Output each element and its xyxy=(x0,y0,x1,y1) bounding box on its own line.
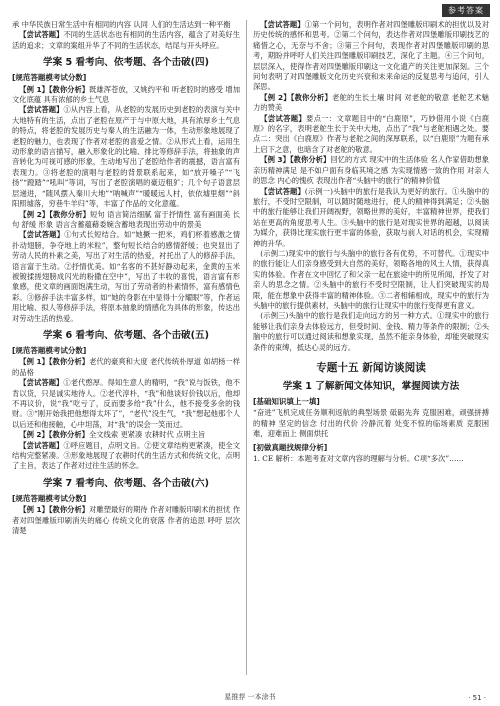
answer-paragraph xyxy=(12,441,240,472)
answer-paragraph xyxy=(12,105,240,209)
paragraph-tag: 【例 1】【教你分析】 xyxy=(19,357,90,367)
paragraph-tag: 【尝试答题】 xyxy=(19,230,65,240)
paragraph-tag: 【尝试答题】 xyxy=(260,186,305,196)
paragraph-text: “奋进”飞机完成任务顺利返航的典型场景 砥砺先奔 克服困难，顽强拼搏的精神 坚定的信念 付出的代价 冷静沉着 处变不惊的临场素质 克服困难，迎难而上 侧面烘托 xyxy=(253,408,489,439)
paragraph-tag: 【尝试答题】 xyxy=(260,113,307,123)
paragraph-tag: 【尝试答题】 xyxy=(19,105,64,115)
paragraph-tag: 【例 2】【教你分析】 xyxy=(260,92,332,102)
right-column xyxy=(253,20,489,464)
paragraph-text: 对雕塑最好的期待 作者对雕版印刷术的担忧 作者对四堡雕版印刷消失的痛心 传统文化的衰落 作者的追思 呼吁 层次清楚 xyxy=(12,505,241,536)
section-tab: 参考答案 xyxy=(442,4,490,17)
paragraph-tag: 【例 2】【教你分析】 xyxy=(19,209,90,219)
answer-paragraph xyxy=(253,114,489,156)
column-divider xyxy=(246,20,247,675)
paragraph-text: 回忆的方式 现实中的生活体验 名人作家借助想象 亲历精神满足 是不如户面有身临其境之感 为实现情感一致的作用 对亲人的思念 内心的愧疚 表现出作者“头脑中的旅行”的精神价值 xyxy=(253,155,490,186)
answer-paragraph xyxy=(12,505,240,536)
answer-paragraph xyxy=(12,357,240,378)
section-heading: [初做真题找规律分析] xyxy=(253,442,328,452)
paragraph-text: ①呼应题目，点明文旨。②使文章结构更紧凑，使全文结构完整紧凑。③形象地展现了农耕时代的生活方式和传统文化，点明了主旨，表达了作者对过往生活的怀念。 xyxy=(12,440,241,471)
paragraph-text: ①从内容上看，从老腔的发展历史到老腔的表演与关中大地特有的生活，点出了老腔在原产于与中原大地，具有浓厚乡土气息的特点，将老腔的发展历史与秦人的生活融为一体，生动形象地展现了老腔的魅力，也表现了作者对老腔的喜爱之情。②从形式上看，运用生动形象的语言描写，融入形象化的比喻、排比等修辞手法，将抽象的声音转化为可视可感的形象，生动地写出了老腔给作者的震撼，语言富有表现力。③将老腔的演唱与老腔的背景联系起来，如“放开嗓子”“飞扬”“蹬踏”“吼叫”等词，写出了老腔演唱的豪迈粗犷；几个句子语意层层递进，“随风摆入秦川大地”“呐喊声”“暖暖远人村，依依墟里烟”“斜阳照墟落，穷巷牛羊归”等，丰富了作品的文化意蕴。 xyxy=(12,105,241,209)
answer-paragraph xyxy=(12,230,240,324)
paragraph-text: ①句式长短结合。如“她撅一把米，鸡们杯着感激之情扑动翅膀，争夺地上的米粒”，整句短长结合的感情舒缓；也突显出了劳动人民的朴素之美，写出了对生活的热爱，衬托出了人的修辞手法，语言富于生动。②抒情优美。如“名客的不甚好静动起来，金黄的玉米被镀揉搓翅膀成闪光的粉撒在空中”，写出了丰收的喜悦，语言富有形象感，使文章的画面饱满生动，写出了劳动者的朴素情怀，富有感情色彩。③修辞手法丰富多样，如“她的身影在中显得十分耀眼”等，作者运用比喻、拟人等修辞手法，将原本抽象的情感化为具体的形象，传达出对劳动生活的热爱。 xyxy=(12,230,240,323)
footer-brand: 星推荐 一本涂书 xyxy=(224,693,276,701)
answer-paragraph xyxy=(253,187,489,249)
answer-paragraph xyxy=(253,454,489,464)
answer-paragraph xyxy=(12,30,240,51)
lesson-title: 学案 1 了解新闻文体知识，掌握阅读方法 xyxy=(282,381,460,392)
paragraph-text: 既雄浑苍放，又姚约平和 听老腔时的感受 增加文化底蕴 具有浓郁的乡土气息 xyxy=(12,84,241,105)
lesson-title: 学案 6 看考向、依考题、各个击破(五) xyxy=(42,329,210,341)
answer-paragraph xyxy=(253,20,489,93)
paragraph-text: 要点一：文章题目中的“白鹿原”，巧妙借用小说《白鹿原》的名字，表明老舵生长于关中大地，点出了“我”与老舵相遇之处。要点二：突出《白鹿原》作者与老舵之间的深厚联系，以“白鹿原”为题有承上启下之意，也暗含了对老舵的敬意。 xyxy=(253,113,490,154)
answer-paragraph xyxy=(12,378,240,430)
paragraph-tag: 【尝试答题】 xyxy=(19,440,64,450)
answer-paragraph xyxy=(253,249,489,311)
paragraph-text: (示例三)头脑中的旅行是我们走向远方的另一种方式。①现实中的旅行能够让我们亲身去体验远方，但受时间、金钱、精力等条件的限制；②头脑中的旅行可以通过阅读和想象实现，虽然不能亲身体验，却能突破现实条件的束缚，抵达心灵的远方。 xyxy=(253,311,489,352)
paragraph-tag: 【尝试答题】 xyxy=(19,378,64,388)
paragraph-text: 不同的生活状态也有相同的生活内容，蕴含了对美好生活的追求；文章的案组升华了不同的生活状态，结尾与开头呼应。 xyxy=(12,30,241,50)
paragraph-text: 老代的豪爽和大度 老代传统朴厚道 如胡杨一样的品格 xyxy=(12,357,241,377)
paragraph-tag: 【例 1】【教你分析】 xyxy=(19,505,90,515)
answer-paragraph xyxy=(253,93,489,114)
paragraph-tag: 【例 3】【教你分析】 xyxy=(260,155,331,165)
answer-paragraph xyxy=(253,155,489,186)
topic-title: 专题十五 新闻访谈阅读 xyxy=(316,362,426,374)
answer-paragraph xyxy=(253,311,489,353)
paragraph-text: 短句 语言简洁细腻 富于抒情性 富有画面美 长句 舒缓 形象 语言含蓄蕴藉委婉含蓄地表现出劳动中的景美 xyxy=(12,209,240,229)
paragraph-text: (示例二)现实中的旅行与头脑中的旅行各有优势，不可替代。①现实中的旅行能让人们亲身感受到大自然的美好，领略各地的风土人情，获得真实的体验。作者在文中回忆了和父亲一起在旅途中的所见所闻，抒发了对亲人的思念之情。②头脑中的旅行不受时空限制，让人们突破现实的局限，能在想象中获得丰富的精神体验。③二者相辅相成，现实中的旅行为头脑中的旅行提供素材，头脑中的旅行让现实中的旅行变得更有意义。 xyxy=(253,248,489,310)
answer-paragraph xyxy=(253,408,489,439)
left-column xyxy=(12,20,240,536)
section-heading: [规范答题模考试分数] xyxy=(12,493,87,503)
answer-paragraph xyxy=(12,20,240,30)
paragraph-text: 全文线索 更紧凑 农耕时代 点明主旨 xyxy=(88,430,206,440)
answer-paragraph xyxy=(12,85,240,106)
paragraph-text: 承 中华民族日常生活中有相同的内容 认同 人们的生活达到一种平衡 xyxy=(12,20,231,29)
paragraph-tag: 【例 1】【教你分析】 xyxy=(19,84,90,94)
section-heading: [规范答题模考试分数] xyxy=(12,73,87,83)
section-heading: [规范答题模考试分数] xyxy=(12,345,87,355)
paragraph-text: ①第一个问句，表明作者对四堡雕版印刷术的担忧以及对历史传统的感怀和思考。②第二个问句，表达作者对四堡雕版印刷技艺的痛惜之心，无奈与不舍；③第三个问句，表现作者对四堡雕版印刷的思考，期盼并呼吁人们关注四堡雕版印刷技艺，深化了主题。④三个问句，层层深入，使得作者对四堡雕版印刷这一文化遗产的关注更加深刻。三个问句表明了对四堡雕版文化历史兴衰和未来命运的反复思考与追问，引人深思。 xyxy=(253,20,489,92)
lesson-title: 学案 7 看考向、依考题、各个击破(六) xyxy=(42,477,210,489)
answer-paragraph xyxy=(12,210,240,231)
paragraph-text: (示例一)头脑中的旅行是我认为更好的旅行。①头脑中的旅行，不受时空限制，可以随时随地进行，使人的精神得到满足；②头脑中的旅行能够让我们开阔视野，领略世界的美好，丰富精神世界，使我们站在更高的角度思考人生。③头脑中的旅行是对现实世界的超越，以阅读为媒介，获得比现实旅行更丰富的体验，获取与前人对话的机会，实现精神的升华。 xyxy=(253,186,489,248)
paragraph-text: 1. CE 解析：本题考查对文章内容的理解与分析。C项“多次”…… xyxy=(253,454,464,464)
paragraph-text: 老舵的生长土壤 时间 对老舵的敬意 老舵艺术魅力的赞美 xyxy=(253,92,489,113)
page-number: · 51 · xyxy=(468,694,486,702)
answer-paragraph xyxy=(12,430,240,440)
lesson-title: 学案 5 看考向、依考题、各个击破(四) xyxy=(42,57,210,69)
paragraph-tag: 【尝试答题】 xyxy=(260,20,305,29)
paragraph-tag: 【例 2】【教你分析】 xyxy=(19,430,89,440)
paragraph-tag: 【尝试答题】 xyxy=(19,30,64,40)
paragraph-text: ①老代憨厚。得知生意人的精明，“我”说与饭铁，他不肯以货，只是诚实地待人。②老代淳朴，“我”和他谈好价钱以后，他却不再议价，说“我”吃亏了，反而要多给“我”什么，他不接受多余的钱财。③“刚开始我把他想得太坏了”，“老代”没生气，“我”想起他那个人以后还和他接触，心中坦荡，对“我”的误会一笑而过。 xyxy=(12,378,240,429)
section-heading: [基础知识填上一填] xyxy=(253,397,320,406)
